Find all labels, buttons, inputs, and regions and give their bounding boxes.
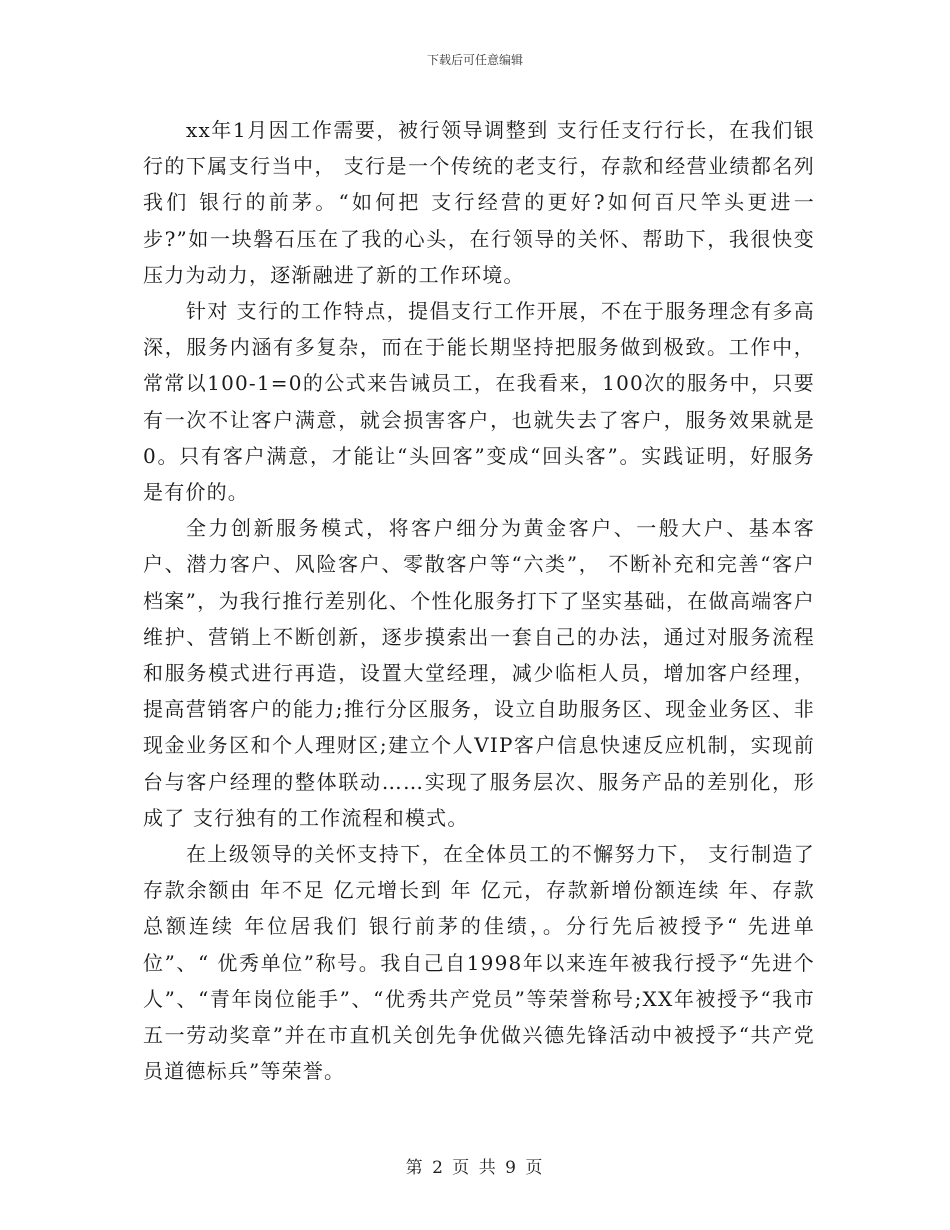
page-number: 第 2 页 共 9 页 — [405, 1158, 545, 1178]
document-body — [143, 112, 815, 1089]
paragraph-4: 在上级领导的关怀支持下，在全体员工的不懈努力下， 支行制造了存款余额由 年不足 亿元增长到 年 亿元，存款新增份额连续 年、存款总额连续 年位居我们 银行前茅的佳绩，。分行先后被授予“ 先进单位”、“ 优秀单位”称号。我自己自1998年以来连年被我行授予“先进个人”、“青年岗位能手”、“优秀共产党员”等荣誉称号;XX年被授予“我市五一劳动奖章”并在市直机关创先争优做兴德先锋活动中被授予“共产党员道德标兵”等荣誉。 — [143, 842, 815, 1084]
paragraph-1: xx年1月因工作需要，被行领导调整到 支行任支行行长，在我们银行的下属支行当中， 支行是一个传统的老支行，存款和经营业绩都名列我们 银行的前茅。“如何把 支行经营的更好?如何百尺竿头更进一步?”如一块磐石压在了我的心头，在行领导的关怀、帮助下，我很快变压力为动力，逐渐融进了新的工作环境。 — [143, 118, 815, 287]
page-header: 下载后可任意编辑 — [426, 53, 523, 67]
paragraph-2: 针对 支行的工作特点，提倡支行工作开展，不在于服务理念有多高深，服务内涵有多复杂，而在于能长期坚持把服务做到极致。工作中，常常以100-1=0的公式来告诫员工，在我看来，100次的服务中，只要有一次不让客户满意，就会损害客户，也就失去了客户，服务效果就是0。只有客户满意，才能让“头回客”变成“回头客”。实践证明，好服务是有价的。 — [143, 299, 815, 505]
paragraph-3: 全力创新服务模式，将客户细分为黄金客户、一般大户、基本客户、潜力客户、风险客户、零散客户等“六类”， 不断补充和完善“客户档案”，为我行推行差别化、个性化服务打下了坚实基础，在做高端客户维护、营销上不断创新，逐步摸索出一套自己的办法，通过对服务流程和服务模式进行再造，设置大堂经理，减少临柜人员，增加客户经理，提高营销客户的能力;推行分区服务，设立自助服务区、现金业务区、非现金业务区和个人理财区;建立个人VIP客户信息快速反应机制，实现前台与客户经理的整体联动……实现了服务层次、服务产品的差别化，形成了 支行独有的工作流程和模式。 — [143, 516, 815, 830]
